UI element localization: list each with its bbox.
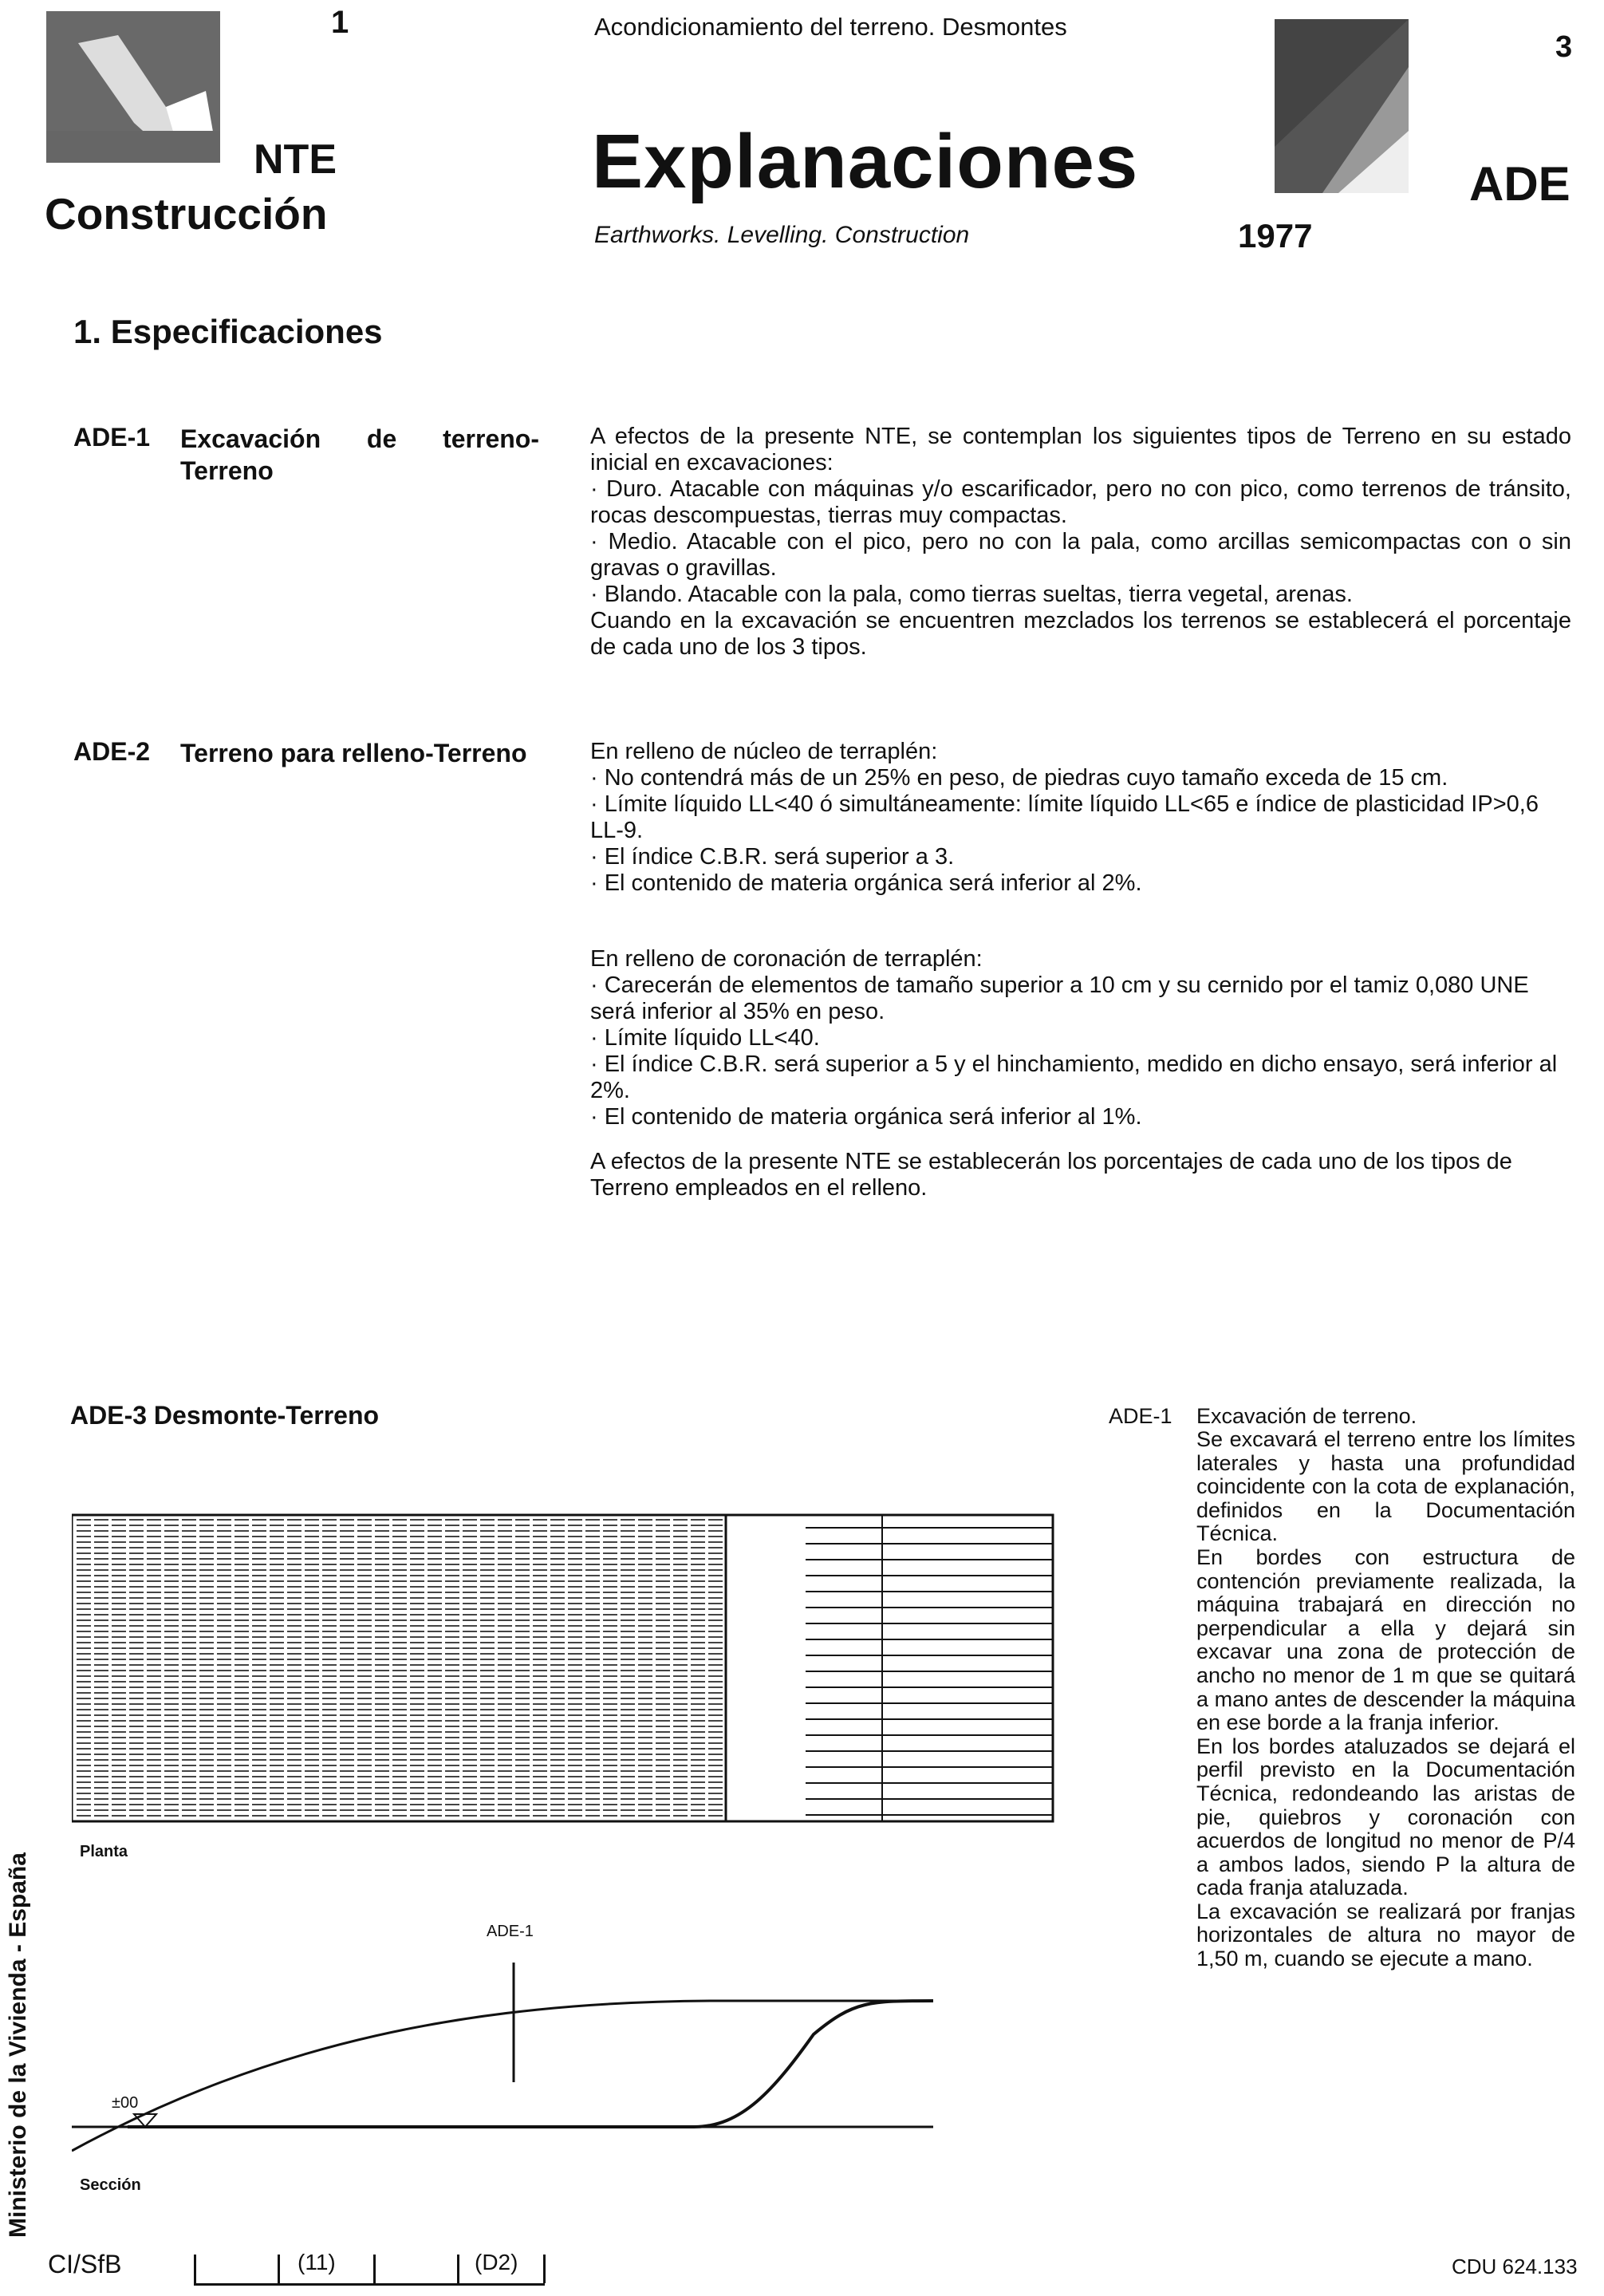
figure-title: ADE-3 Desmonte-Terreno bbox=[70, 1401, 380, 1430]
ade-logo-image bbox=[1275, 19, 1409, 193]
plan-drawing bbox=[72, 1512, 1061, 1831]
ministry-label: Ministerio de la Vivienda - España bbox=[5, 1852, 31, 2238]
plan-frame bbox=[72, 1515, 1053, 1821]
level-triangle-icon bbox=[134, 2114, 156, 2127]
logo-subtitle: Construcción bbox=[45, 189, 328, 239]
spec-text-core: En relleno de núcleo de terraplén: · No contendrá más de un 25% en peso, de piedras cuyo tamaño exceda de 15 cm. · Límite líquido LL<40 ó simultáneamente: límite líquido LL<65 e índice de plasticidad IP>0,6 LL-9. · El índice C.B.R. será superior a 3. · El contenido de materia orgánica será inferior al 2%. bbox=[590, 739, 1539, 896]
side-note-code: ADE-1 bbox=[1109, 1404, 1172, 1428]
side-note-title: Excavación de terreno. bbox=[1196, 1404, 1417, 1428]
logo-number: 1 bbox=[331, 5, 349, 40]
spec-code: ADE-2 bbox=[73, 737, 151, 766]
excavation-profile bbox=[128, 2001, 933, 2127]
document-code: ADE bbox=[1469, 157, 1571, 211]
classification-code-2: (11) bbox=[298, 2250, 336, 2274]
spec-text: A efectos de la presente NTE, se contemplan los siguientes tipos de Terreno en su estado inicial en excavaciones: · Duro. Atacable con máquinas y/o escarificador, pero no con pico, como terrenos de tránsito, rocas descompuestas, tierras muy compactas. · Medio. Atacable con el pico, pero no con la pala, como arcillas semicompactas con o sin gravas o gravillas. · Blando. Atacable con la pala, como tierras sueltas, tierra vegetal, arenas. Cuando en la excavación se encuentren mezclados los terrenos se establecerá el porcentaje de cada uno de los 3 tipos. bbox=[590, 424, 1571, 660]
cisfb-label: CI/SfB bbox=[48, 2250, 122, 2278]
nte-logo-image bbox=[46, 11, 220, 163]
spec-title: Terreno para relleno-Terreno bbox=[180, 739, 527, 767]
sheet-number: 3 bbox=[1555, 30, 1573, 64]
logo-title: NTE bbox=[254, 136, 337, 183]
cdu-label: CDU 624.133 bbox=[1452, 2255, 1578, 2278]
spec-text-note: A efectos de la presente NTE se establecerán los porcentajes de cada uno de los tipos de Terreno empleados en el relleno. bbox=[590, 1149, 1512, 1201]
ade-pattern-icon bbox=[1275, 19, 1409, 193]
section-title: 1. Especificaciones bbox=[73, 313, 383, 350]
classification-box bbox=[194, 2250, 545, 2286]
page-title: Explanaciones bbox=[592, 119, 1139, 204]
side-note-text: Se excavará el terreno entre los límites laterales y hasta una profundidad coincidente con la cota de explanación, definidos en la Documentación Técnica. En bordes con estructura de contención previamente realizada, la máquina trabajará en dirección no perpendicular a ella y dejará sin excavar una zona de protección de ancho no menor de 1 m que se quitará a mano antes de descender la máquina en ese borde a la franja inferior. En los bordes ataluzados se dejará el perfil previsto en la Documentación Técnica, redondeando las aristas de pie, quiebros y coronación con acuerdos de longitud no menor de P/4 a ambos lados, siendo P la altura de cada franja ataluzada. La excavación se realizará por franjas horizontales de altura no mayor de 1,50 m, cuando se ejecute a mano. bbox=[1196, 1427, 1575, 1971]
trowel-icon bbox=[46, 11, 220, 163]
section-drawing bbox=[72, 1915, 1061, 2170]
classification-code-3: (D2) bbox=[475, 2250, 518, 2274]
document-category: Acondicionamiento del terreno. Desmontes bbox=[594, 13, 1067, 41]
spec-code: ADE-1 bbox=[73, 423, 151, 452]
spec-text-crown: En relleno de coronación de terraplén: · Carecerán de elementos de tamaño superior a 10 cm y su cernido por el tamiz 0,080 UNE será inferior al 35% en peso. · Límite líquido LL<40. · El índice C.B.R. será superior a 5 y el hinchamiento, medido en dicho ensayo, será inferior al 2%. · El contenido de materia orgánica será inferior al 1%. bbox=[590, 946, 1558, 1130]
page-subtitle: Earthworks. Levelling. Construction bbox=[594, 222, 970, 248]
spec-title: Excavación de terreno-Terreno bbox=[180, 424, 539, 485]
section-label: Sección bbox=[80, 2176, 141, 2194]
marker-label: ADE-1 bbox=[487, 1923, 534, 1940]
document-year: 1977 bbox=[1238, 217, 1313, 254]
plan-label: Planta bbox=[80, 1843, 128, 1860]
level-label: ±00 bbox=[112, 2094, 139, 2112]
